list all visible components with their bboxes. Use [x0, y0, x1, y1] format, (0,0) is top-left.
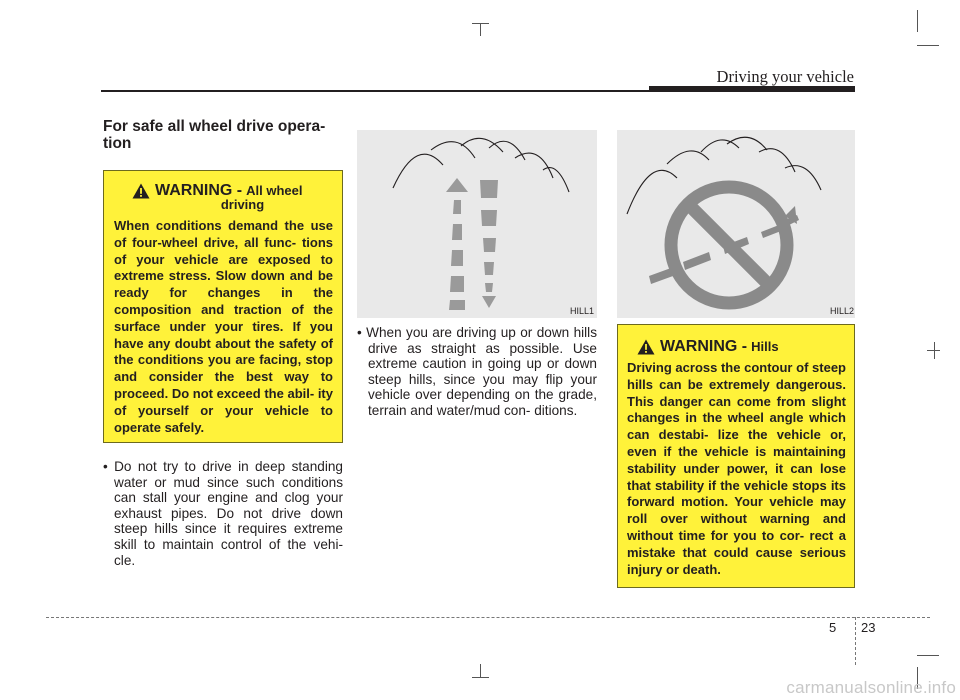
- hill-outline: [393, 154, 443, 188]
- hill2-illustration: [617, 130, 855, 318]
- header-rule-accent: [649, 86, 855, 92]
- warning-heading: [627, 337, 846, 357]
- bullet-hills: • When you are driving up or down hills drive as straight as possible. Use extreme caution in going up or down steep hills, since you may flip your vehicle over depending on the grade, terrain and water/mud con- ditions.: [357, 325, 597, 418]
- figure-hill2: [617, 130, 855, 318]
- warning-label: WARNING -: [660, 338, 748, 355]
- footer-rule: [46, 617, 930, 618]
- warning-subject: Hills: [751, 339, 779, 354]
- hill1-illustration: [357, 130, 597, 318]
- figure-hill1: [357, 130, 597, 318]
- arrow-up-icon: [446, 178, 468, 310]
- bullet-deep-water: • Do not try to drive in deep standing water or mud since such conditions can stall your engine and clog your exhaust pipes. Do not drive down steep hills since it requires extreme skill to maintain control of the vehi- cle.: [103, 459, 343, 568]
- footer-divider: [855, 617, 856, 665]
- figure-label: HILL1: [569, 306, 594, 316]
- warning-triangle-icon: [132, 183, 150, 199]
- warning-triangle-icon: [637, 339, 655, 355]
- crop-mark-right-h: [927, 350, 940, 351]
- page-number: 23: [861, 620, 876, 635]
- crop-mark-br-h: [917, 655, 939, 656]
- header-rule: [101, 90, 649, 92]
- chapter-number: 5: [829, 620, 837, 635]
- prohibited-sign-icon: [671, 187, 787, 303]
- warning-subject-cont: driving: [220, 197, 265, 212]
- crop-mark-tr-v: [917, 10, 918, 32]
- column-left: [103, 118, 343, 152]
- section-title: For safe all wheel drive opera- tion: [103, 118, 326, 152]
- warning-body: When conditions demand the use of four-wheel drive, all func- tions of your vehicle are exposed to extreme stress. Slow down and be ready for changes in the composition and traction of the surface under your tires. If you have any doubt about the safety of the conditions you are facing, stop and consider the best way to proceed. Do not exceed the abil- ity of yourself or your vehicle to operate safely.: [114, 218, 333, 435]
- figure-label: HILL2: [829, 306, 854, 316]
- hill-outline: [627, 170, 677, 214]
- warning-body: Driving across the contour of steep hills can be extremely dangerous. This danger can come from slight changes in the wheel angle which can destabi- lize the vehicle or, even if the vehicle is maintaining stability under power, it can lose that stability if the vehicle stops its forward motion. Your vehicle may roll over without warning and without time for you to cor- rect a mistake that could cause serious injury or death.: [627, 360, 846, 577]
- warning-label: WARNING -: [155, 182, 243, 199]
- crop-mark-bottom-h: [472, 677, 489, 678]
- watermark: carmanualsonline.info: [786, 678, 956, 697]
- warning-subject: All wheel: [246, 183, 303, 198]
- warning-box-awd: [103, 170, 343, 443]
- arrow-down-icon: [480, 180, 498, 308]
- crop-mark-bottom-v: [480, 664, 481, 677]
- crop-mark-tr-h: [917, 45, 939, 46]
- crop-mark-top-v: [480, 23, 481, 36]
- warning-box-hills: [617, 324, 855, 588]
- page-header-title: Driving your vehicle: [716, 67, 854, 86]
